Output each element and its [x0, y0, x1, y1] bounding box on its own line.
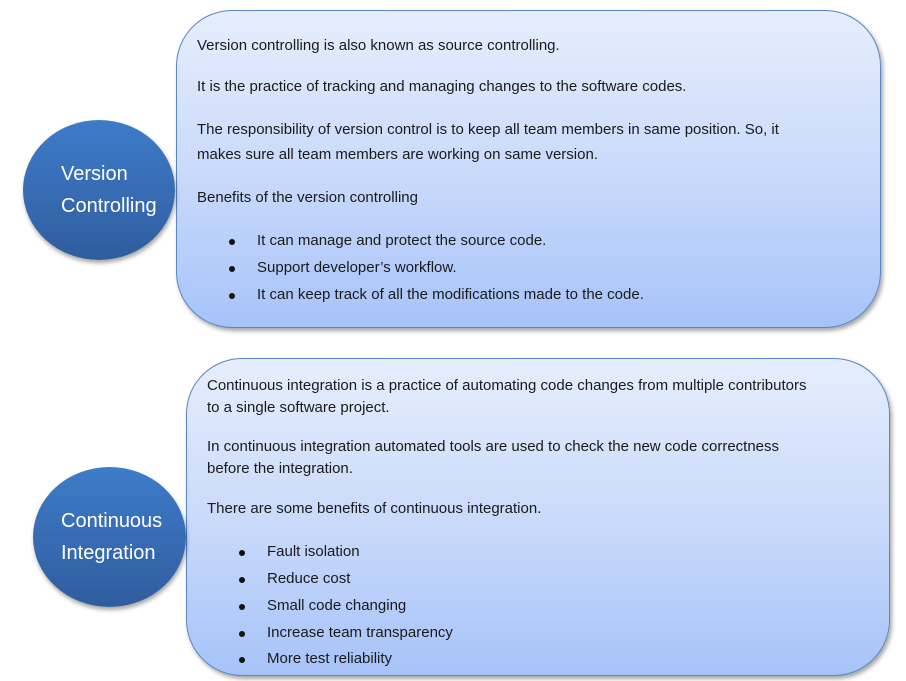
- paragraph: to a single software project.: [207, 399, 390, 416]
- bullet-item: It can manage and protect the source code.: [257, 232, 547, 249]
- bullet-item: Support developer’s workflow.: [257, 259, 457, 276]
- version-controlling-circle: [23, 120, 175, 260]
- bullet-item: More test reliability: [267, 650, 393, 667]
- bullet-item: Small code changing: [267, 597, 407, 614]
- benefits-heading: There are some benefits of continuous integration.: [207, 500, 542, 517]
- paragraph: Version controlling is also known as source controlling.: [197, 37, 560, 54]
- paragraph: makes sure all team members are working on same version.: [197, 146, 598, 163]
- bullet-item: It can keep track of all the modifications made to the code.: [257, 286, 644, 303]
- version-controlling-description-box: [176, 10, 881, 328]
- benefits-heading: Benefits of the version controlling: [197, 189, 418, 206]
- bullet-icon: [239, 604, 245, 610]
- circle-title-line: Version: [61, 163, 128, 185]
- circle-title-line: Integration: [61, 542, 156, 564]
- paragraph: Continuous integration is a practice of automating code changes from multiple contributors: [207, 377, 807, 394]
- bullet-item: Reduce cost: [267, 570, 351, 587]
- continuous-integration-circle: [33, 467, 186, 607]
- circle-title-line: Continuous: [61, 510, 163, 532]
- paragraph: In continuous integration automated tools are used to check the new code correctness: [207, 438, 780, 455]
- bullet-icon: [239, 631, 245, 637]
- bullet-icon: [229, 266, 235, 272]
- bullet-item: Fault isolation: [267, 543, 360, 560]
- bullet-icon: [239, 577, 245, 583]
- bullet-icon: [229, 239, 235, 245]
- bullet-icon: [239, 550, 245, 556]
- paragraph: before the integration.: [207, 460, 353, 477]
- continuous-integration-description-box: [186, 358, 890, 676]
- circle-title-line: Controlling: [61, 195, 157, 217]
- paragraph: The responsibility of version control is to keep all team members in same position. So, it: [197, 121, 779, 138]
- paragraph: It is the practice of tracking and managing changes to the software codes.: [197, 78, 687, 95]
- bullet-icon: [229, 293, 235, 299]
- bullet-item: Increase team transparency: [267, 624, 453, 641]
- bullet-icon: [239, 657, 245, 663]
